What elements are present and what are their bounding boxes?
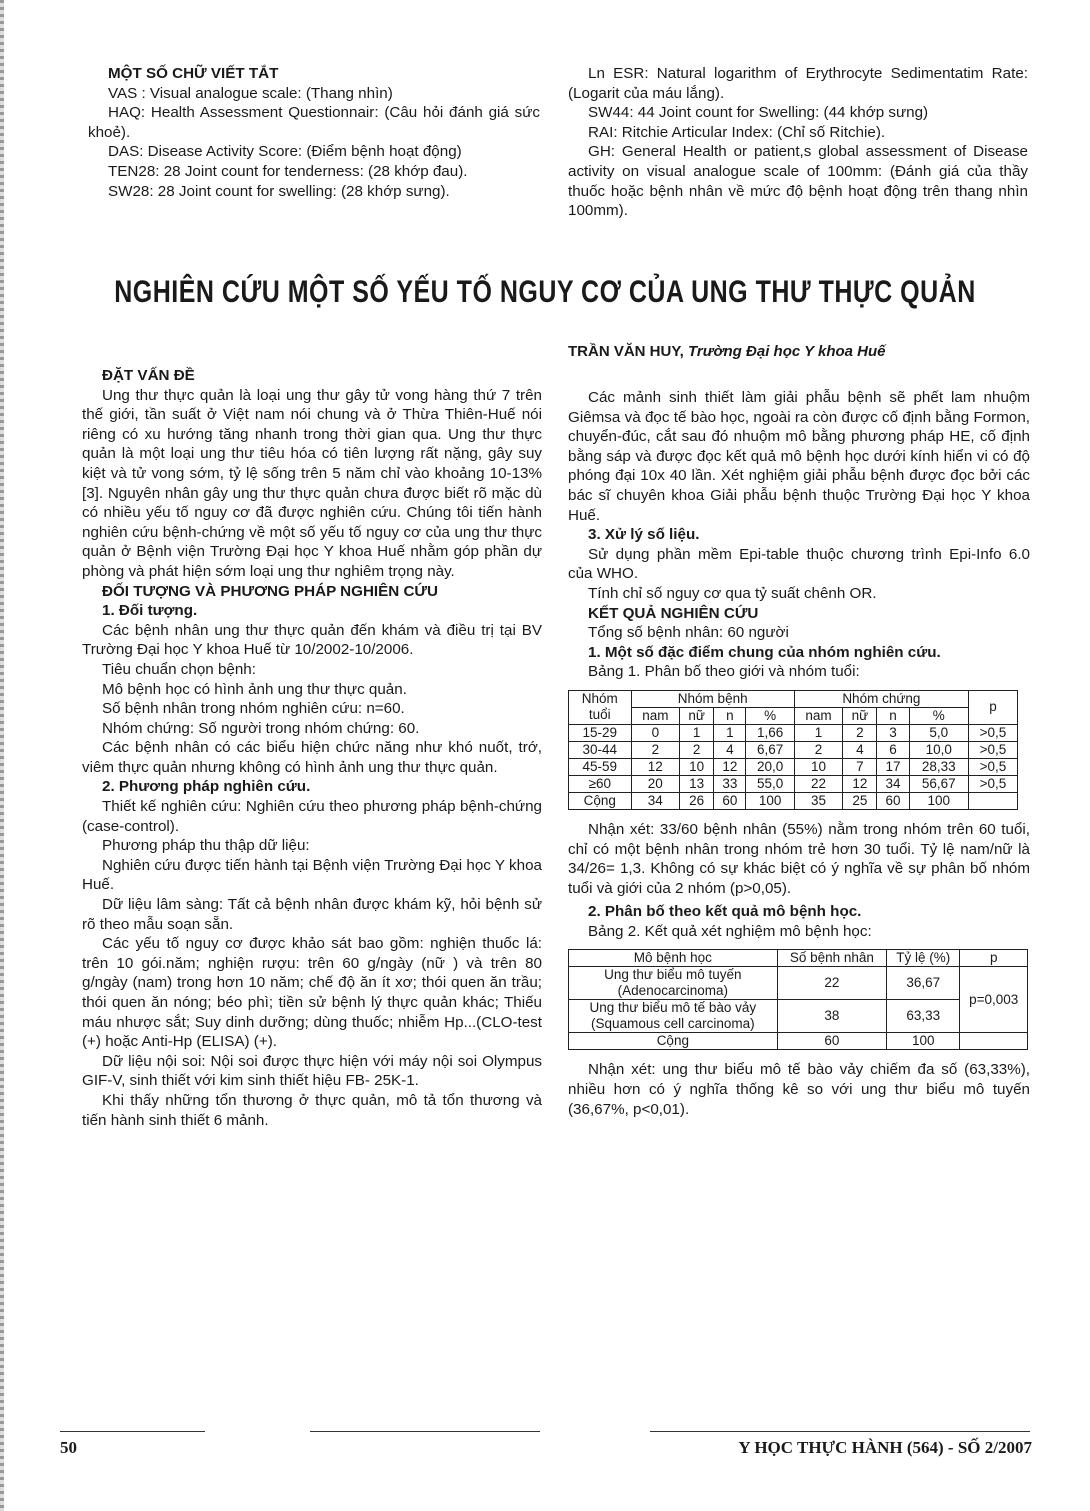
- table-cell: 45-59: [569, 758, 632, 775]
- table-cell: 60: [877, 792, 909, 809]
- table-cell: 1: [714, 724, 746, 741]
- paragraph: Sử dụng phần mềm Epi-table thuộc chương trình Epi-Info 6.0 của WHO.: [568, 545, 1030, 583]
- table-cell: 10: [794, 758, 842, 775]
- table-cell: 55,0: [746, 775, 794, 792]
- table-cell: 2: [631, 741, 679, 758]
- author-name: TRẦN VĂN HUY,: [568, 343, 684, 360]
- table-cell: [968, 792, 1017, 809]
- abbrev-item: DAS: Disease Activity Score: (Điểm bệnh hoạt động): [108, 143, 462, 161]
- table-cell: 100: [909, 792, 968, 809]
- table-cell: 12: [631, 758, 679, 775]
- table-cell: ≥60: [569, 775, 632, 792]
- table-cell: 4: [843, 741, 877, 758]
- table-subheader: n: [877, 707, 909, 724]
- abbrev-right: [568, 64, 1028, 221]
- table-cell: 13: [680, 775, 714, 792]
- footer-rule: [310, 1431, 540, 1432]
- table-cell: 63,33: [887, 1000, 960, 1033]
- abbrev-left: [88, 64, 540, 201]
- article-title: NGHIÊN CỨU MỘT SỐ YẾU TỐ NGUY CƠ CỦA UNG THƯ THỰC QUẢN: [114, 274, 976, 310]
- abbrev-item: HAQ: Health Assessment Questionnair: (Câu hỏi đánh giá sức khoẻ).: [88, 104, 540, 141]
- right-column: [568, 388, 1030, 1119]
- table-header: Nhóm bệnh: [631, 690, 794, 707]
- table-cell: 28,33: [909, 758, 968, 775]
- table-cell: 26: [680, 792, 714, 809]
- table-cell: [960, 1033, 1028, 1050]
- table-subheader: %: [909, 707, 968, 724]
- table-subheader: nam: [631, 707, 679, 724]
- paragraph: Ung thư thực quản là loại ung thư gây tử vong hàng thứ 7 trên thế giới, tần suất ở Việt nam nói chung và ở Thừa Thiên-Huế nói riêng có xu hướng tăng nhanh trong thời gian qua. Ung thư thực quản là một loại ung thư tiêu hóa có tiên lượng rất nặng, gây suy kiệt và tử vong sớm, tỷ lệ sống trên 5 năm chỉ vào khoảng 10-13% [3]. Nguyên nhân gây ung thư thực quản chưa được biết rõ mặc dù có nhiều yếu tố nguy cơ đã được nghiên cứu. Chúng tôi tiến hành nghiên cứu bệnh-chứng về một số yếu tố nguy cơ của ung thư thực quản ở Bệnh viện Trường Đại học Y khoa Huế nhằm góp phần dự phòng và phát hiện sớm loại ung thư nghiêm trọng này.: [82, 386, 542, 580]
- author-line: [568, 343, 886, 360]
- table-row: [569, 792, 1018, 809]
- table-cell: 22: [794, 775, 842, 792]
- table-cell: 30-44: [569, 741, 632, 758]
- paragraph: Tổng số bệnh nhân: 60 người: [588, 624, 789, 642]
- abbrev-item: VAS : Visual analogue scale: (Thang nhìn): [108, 84, 393, 102]
- table-caption: Bảng 1. Phân bố theo giới và nhóm tuổi:: [588, 663, 860, 681]
- paragraph: Nghiên cứu được tiến hành tại Bệnh viện Trường Đại học Y khoa Huế.: [82, 856, 542, 894]
- table-row: [569, 775, 1018, 792]
- paragraph: Các bệnh nhân có các biểu hiện chức năng như khó nuốt, trớ, viêm thực quản nhưng không có hình ảnh ung thư thực quản.: [82, 739, 542, 776]
- paragraph: Các bệnh nhân ung thư thực quản đến khám và điều trị tại BV Trường Đại học Y khoa Huế từ 10/2002-10/2006.: [82, 621, 542, 659]
- table-cell: >0,5: [968, 724, 1017, 741]
- table-cell: 25: [843, 792, 877, 809]
- abbrev-item: SW44: 44 Joint count for Swelling: (44 khớp sưng): [588, 104, 929, 122]
- section-heading-methods: ĐỐI TƯỢNG VÀ PHƯƠNG PHÁP NGHIÊN CỨU: [102, 582, 438, 600]
- header-line: Nhóm: [581, 691, 618, 707]
- paragraph: Tiêu chuẩn chọn bệnh:: [102, 660, 256, 678]
- table-cell: Cộng: [569, 792, 632, 809]
- table-cell: 17: [877, 758, 909, 775]
- table-cell: 4: [714, 741, 746, 758]
- table-1-body: [569, 724, 1018, 809]
- table-cell: 12: [714, 758, 746, 775]
- left-column: [82, 366, 542, 1130]
- table-row: [569, 724, 1018, 741]
- table-header: p: [968, 690, 1017, 724]
- subheading: 3. Xử lý số liệu.: [588, 526, 700, 544]
- paragraph: Dữ liệu lâm sàng: Tất cả bệnh nhân được khám kỹ, hỏi bệnh sử rõ theo mẫu soạn sẵn.: [82, 896, 542, 933]
- cell-line: Ung thư biểu mô tuyến: [604, 967, 742, 983]
- table-cell: 7: [843, 758, 877, 775]
- table-cell: p=0,003: [960, 967, 1028, 1033]
- table-cell: 2: [794, 741, 842, 758]
- paragraph: Nhóm chứng: Số người trong nhóm chứng: 60.: [102, 719, 420, 737]
- table-cell: 38: [777, 1000, 886, 1033]
- table-row: [569, 758, 1018, 775]
- paragraph: Tính chỉ số nguy cơ qua tỷ suất chênh OR.: [588, 584, 877, 602]
- table-row: [569, 741, 1018, 758]
- table-cell: [569, 967, 778, 1000]
- table-cell: >0,5: [968, 758, 1017, 775]
- table-cell: 56,67: [909, 775, 968, 792]
- subheading: 1. Đối tượng.: [102, 602, 198, 620]
- table-cell: 20: [631, 775, 679, 792]
- table-cell: 1: [680, 724, 714, 741]
- table-cell: 5,0: [909, 724, 968, 741]
- table-cell: 60: [714, 792, 746, 809]
- table-header: Tỷ lệ (%): [887, 950, 960, 967]
- table-cell: 6: [877, 741, 909, 758]
- author-affiliation: Trường Đại học Y khoa Huế: [688, 343, 886, 360]
- table-header: Nhóm chứng: [794, 690, 968, 707]
- table-2: [568, 949, 1028, 1050]
- table-cell: 12: [843, 775, 877, 792]
- cell-line: Ung thư biểu mô tế bào vảy: [589, 1000, 757, 1016]
- paragraph: Các yếu tố nguy cơ được khảo sát bao gồm: nghiện thuốc lá: trên 10 gói.năm; nghiện rượu: trên 60 g/ngày (nữ ) và trên 80 g/ngày (nam) trong hơn 10 năm; chế độ ăn ít xơ; thói quen ăn trầu; thói quen ăn nóng; béo phì; tiền sử bệnh lý thực quản khác; Thiếu máu nhược sắt; Suy dinh dưỡng; dùng thuốc; nhiễm Hp...(CLO-test (+) hoặc Anti-Hp (ELISA) (+).: [82, 935, 542, 1051]
- table-cell: 35: [794, 792, 842, 809]
- table-subheader: nữ: [843, 707, 877, 724]
- table-header: Số bệnh nhân: [777, 950, 886, 967]
- paragraph: Số bệnh nhân trong nhóm nghiên cứu: n=60.: [102, 700, 405, 718]
- page-number: 50: [60, 1438, 77, 1457]
- paragraph: Nhận xét: 33/60 bệnh nhân (55%) nằm trong nhóm trên 60 tuổi, chỉ có một bệnh nhân trong nhóm trẻ hơn 30 tuổi. Tỷ lệ nam/nữ là 34/26= 1,3. Không có sự khác biệt có ý nghĩa về sự phân bố nhóm tuổi và giới của 2 nhóm (p>0,05).: [568, 820, 1030, 897]
- table-subheader: %: [746, 707, 794, 724]
- table-cell: Cộng: [569, 1033, 778, 1050]
- cell-line: (Squamous cell carcinoma): [591, 1016, 755, 1032]
- table-cell: 60: [777, 1033, 886, 1050]
- table-caption: Bảng 2. Kết quả xét nghiệm mô bệnh học:: [588, 922, 872, 940]
- table-cell: 10: [680, 758, 714, 775]
- paragraph: Thiết kế nghiên cứu: Nghiên cứu theo phương pháp bệnh-chứng (case-control).: [82, 798, 542, 835]
- table-cell: 3: [877, 724, 909, 741]
- abbrev-item: RAI: Ritchie Articular Index: (Chỉ số Ritchie).: [588, 123, 886, 141]
- table-1: [568, 690, 1018, 810]
- paragraph: Khi thấy những tổn thương ở thực quản, mô tả tổn thương và tiến hành sinh thiết 6 mảnh.: [82, 1091, 542, 1129]
- abbrev-item: GH: General Health or patient,s global assessment of Disease activity on visual analogue scale of 100mm: (Đánh giá của thầy thuốc hoặc bệnh nhân về mức độ bệnh hoạt động trên thang nhìn 100mm).: [568, 143, 1028, 220]
- abbrev-heading: MỘT SỐ CHỮ VIẾT TẮT: [108, 65, 279, 82]
- table-cell: 0: [631, 724, 679, 741]
- subheading: 2. Phương pháp nghiên cứu.: [102, 778, 311, 796]
- table-cell: 1,66: [746, 724, 794, 741]
- paragraph: Các mảnh sinh thiết làm giải phẫu bệnh sẽ phết lam nhuộm Giêmsa và đọc tế bào học, ngoài ra còn được cố định bằng Formon, chuyển-đúc, cắt sau đó nhuộm mô bằng phương pháp HE, cố định bằng sáp và được đọc kết quả mô bệnh học dưới kính hiển vi có độ phóng đại 10x 40 lần. Xét nghiệm giải phẫu bệnh được đọc bởi các bác sĩ chuyên khoa Giải phẫu bệnh thuộc Trường Đại học Y khoa Huế.: [568, 389, 1030, 524]
- section-heading-intro: ĐẶT VẤN ĐỀ: [102, 367, 195, 384]
- paragraph: Phương pháp thu thập dữ liệu:: [102, 837, 310, 855]
- paragraph: Dữ liệu nội soi: Nội soi được thực hiện với máy nội soi Olympus GIF-V, sinh thiết với kim sinh thiết hiệu FB- 25K-1.: [82, 1052, 542, 1090]
- table-cell: 22: [777, 967, 886, 1000]
- scan-edge: [0, 0, 4, 1511]
- section-heading-results: KẾT QUẢ NGHIÊN CỨU: [588, 604, 759, 622]
- table-cell: 2: [843, 724, 877, 741]
- table-cell: 20,0: [746, 758, 794, 775]
- abbrev-item: Ln ESR: Natural logarithm of Erythrocyte Sedimentatim Rate: (Logarit của máu lắng).: [568, 65, 1028, 102]
- footer-rule: [60, 1431, 205, 1432]
- table-cell: 36,67: [887, 967, 960, 1000]
- table-cell: 34: [631, 792, 679, 809]
- table-cell: >0,5: [968, 741, 1017, 758]
- table-cell: [569, 1000, 778, 1033]
- table-cell: 33: [714, 775, 746, 792]
- subheading: 2. Phân bố theo kết quả mô bệnh học.: [588, 903, 862, 921]
- cell-line: (Adenocarcinoma): [617, 983, 728, 999]
- table-subheader: nữ: [680, 707, 714, 724]
- table-header: [569, 690, 632, 724]
- abbrev-item: TEN28: 28 Joint count for tenderness: (28 khớp đau).: [108, 162, 468, 180]
- table-cell: 100: [746, 792, 794, 809]
- table-subheader: n: [714, 707, 746, 724]
- header-line: tuổi: [588, 707, 611, 723]
- table-cell: 6,67: [746, 741, 794, 758]
- table-cell: 100: [887, 1033, 960, 1050]
- table-cell: 1: [794, 724, 842, 741]
- table-cell: 2: [680, 741, 714, 758]
- table-header: Mô bệnh học: [569, 950, 778, 967]
- table-header: p: [960, 950, 1028, 967]
- abbrev-item: SW28: 28 Joint count for swelling: (28 khớp sưng).: [108, 182, 450, 200]
- journal-footer: Y HỌC THỰC HÀNH (564) - SỐ 2/2007: [738, 1438, 1032, 1457]
- table-cell: >0,5: [968, 775, 1017, 792]
- subheading: 1. Một số đặc điểm chung của nhóm nghiên cứu.: [588, 643, 941, 661]
- table-subheader: nam: [794, 707, 842, 724]
- table-cell: 10,0: [909, 741, 968, 758]
- table-cell: 34: [877, 775, 909, 792]
- footer-rule: [650, 1431, 1030, 1432]
- paragraph: Nhận xét: ung thư biểu mô tế bào vảy chiếm đa số (63,33%), nhiều hơn có ý nghĩa thống kê so với ung thư biểu mô tuyến (36,67%, p<0,01).: [568, 1061, 1030, 1118]
- paragraph: Mô bệnh học có hình ảnh ung thư thực quản.: [102, 680, 407, 698]
- table-cell: 15-29: [569, 724, 632, 741]
